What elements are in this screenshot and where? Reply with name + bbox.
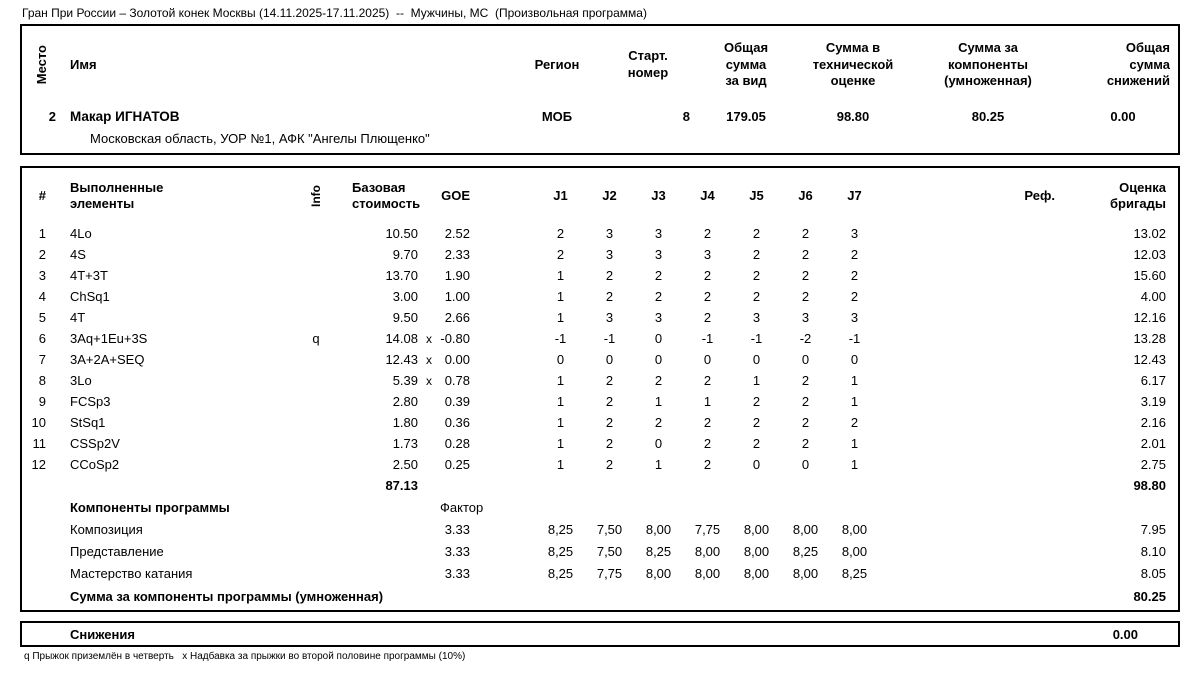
skater-club: Московская область, УОР №1, АФК "Ангелы Плющенко" [90, 131, 430, 146]
element-name: 4T+3T [70, 268, 108, 284]
element-panel-score: 2.16 [1140, 415, 1166, 431]
col-header-judge-1: J1 [553, 187, 568, 203]
components-total-row [22, 585, 1178, 609]
element-info-flag: q [312, 331, 320, 347]
judge-score-j5: 1 [752, 373, 761, 389]
panel-score-total: 98.80 [1133, 478, 1166, 494]
judge-score-j7: 3 [850, 226, 859, 242]
element-row [22, 245, 1178, 266]
components-total-label: Сумма за компоненты программы (умноженная) [70, 588, 384, 604]
element-name: FCSp3 [70, 394, 111, 410]
element-name: StSq1 [70, 415, 106, 431]
judge-score-j7: 1 [850, 436, 859, 452]
component-judge-score-j7: 8,00 [841, 543, 868, 559]
second-half-x-marker: x [426, 353, 432, 367]
judge-score-j7: 1 [850, 373, 859, 389]
judge-score-j4: 2 [703, 457, 712, 473]
component-row [22, 519, 1178, 541]
element-name: 4Lo [70, 226, 92, 242]
col-header-info: Info [308, 185, 323, 207]
element-number: 9 [38, 394, 46, 410]
judge-score-j1: 1 [556, 436, 565, 452]
element-goe: 0.36 [444, 415, 470, 431]
element-goe: 0.00 [444, 352, 470, 368]
judge-score-j1: 1 [556, 310, 565, 326]
judge-score-j6: 2 [801, 268, 810, 284]
detail-header-row [22, 168, 1178, 224]
element-base-value: 12.43 [385, 352, 418, 368]
judge-score-j6: 2 [801, 373, 810, 389]
judge-score-j4: -1 [701, 331, 714, 347]
judge-score-j2: 3 [605, 310, 614, 326]
judge-score-j5: 2 [752, 226, 761, 242]
judge-score-j5: 0 [752, 352, 761, 368]
element-number: 10 [31, 415, 46, 431]
judge-score-j5: 2 [752, 394, 761, 410]
element-number: 6 [38, 331, 46, 347]
judge-score-j3: 2 [654, 373, 663, 389]
judge-score-j3: 2 [654, 415, 663, 431]
judge-score-j3: 3 [654, 247, 663, 263]
judge-score-j7: 0 [850, 352, 859, 368]
element-goe: 2.52 [444, 226, 470, 242]
element-panel-score: 6.17 [1140, 373, 1166, 389]
col-header-judge-4: J4 [700, 187, 715, 203]
judge-score-j4: 2 [703, 289, 712, 305]
col-header-place: Место [33, 45, 49, 85]
component-name: Мастерство катания [70, 565, 193, 581]
element-name: 4T [70, 310, 86, 326]
judge-score-j2: 0 [605, 352, 614, 368]
element-number: 2 [38, 247, 46, 263]
col-header-judge-6: J6 [798, 187, 813, 203]
judge-score-j3: 1 [654, 394, 663, 410]
element-base-value: 1.73 [392, 436, 418, 452]
judge-score-j3: 1 [654, 457, 663, 473]
judge-score-j5: 2 [752, 268, 761, 284]
judge-score-j1: 1 [556, 394, 565, 410]
element-base-value: 2.80 [392, 394, 418, 410]
judge-score-j4: 2 [703, 436, 712, 452]
element-row [22, 350, 1178, 371]
component-judge-score-j6: 8,00 [792, 565, 819, 581]
judge-score-j7: 1 [850, 394, 859, 410]
judge-score-j2: 2 [605, 415, 614, 431]
col-header-start-number: Старт. номер [627, 48, 669, 80]
component-judge-score-j1: 8,25 [547, 543, 574, 559]
segment-score-value: 179.05 [726, 108, 766, 124]
judge-score-j2: 2 [605, 289, 614, 305]
col-header-technical-score: Сумма в технической оценке [812, 39, 894, 89]
judge-score-j6: 3 [801, 310, 810, 326]
judge-score-j4: 2 [703, 415, 712, 431]
judge-score-j5: -1 [750, 331, 763, 347]
element-base-value: 9.50 [392, 310, 418, 326]
element-row [22, 434, 1178, 455]
judge-score-j4: 2 [703, 310, 712, 326]
judge-score-j6: 0 [801, 457, 810, 473]
element-row [22, 413, 1178, 434]
judge-score-j2: -1 [603, 331, 616, 347]
element-panel-score: 4.00 [1140, 289, 1166, 305]
judge-score-j1: 0 [556, 352, 565, 368]
judge-score-j2: 2 [605, 394, 614, 410]
judge-score-j4: 2 [703, 226, 712, 242]
judge-score-j2: 2 [605, 373, 614, 389]
judge-score-j5: 2 [752, 247, 761, 263]
judge-score-j3: 0 [654, 352, 663, 368]
element-goe: 0.25 [444, 457, 470, 473]
col-header-base-value: Базовая стоимость [352, 179, 421, 211]
element-number: 5 [38, 310, 46, 326]
judge-score-j1: 1 [556, 457, 565, 473]
deductions-box [20, 621, 1180, 647]
factor-label: Фактор [440, 499, 484, 515]
judge-score-j1: -1 [554, 331, 567, 347]
judge-score-j2: 3 [605, 247, 614, 263]
judge-score-j3: 0 [654, 436, 663, 452]
component-factor: 3.33 [444, 521, 470, 537]
deductions-value: 0.00 [1110, 108, 1136, 124]
component-row [22, 563, 1178, 585]
component-judge-score-j4: 7,75 [694, 521, 721, 537]
element-name: 4S [70, 247, 86, 263]
element-panel-score: 13.02 [1133, 226, 1166, 242]
col-header-judge-3: J3 [651, 187, 666, 203]
element-base-value: 10.50 [385, 226, 418, 242]
judge-score-j6: 2 [801, 226, 810, 242]
col-header-segment-score: Общая сумма за вид [723, 39, 769, 89]
judge-score-j4: 2 [703, 373, 712, 389]
component-name: Композиция [70, 521, 143, 537]
component-judge-score-j5: 8,00 [743, 543, 770, 559]
judges-detail-box [20, 166, 1180, 612]
component-judge-score-j6: 8,25 [792, 543, 819, 559]
second-half-x-marker: x [426, 374, 432, 388]
base-value-total: 87.13 [385, 478, 418, 494]
components-score-value: 80.25 [971, 108, 1005, 124]
region-value: МОБ [541, 108, 573, 124]
place-value: 2 [48, 108, 56, 124]
component-judge-score-j3: 8,25 [645, 543, 672, 559]
judge-score-j5: 2 [752, 289, 761, 305]
judge-score-j6: 2 [801, 436, 810, 452]
judge-score-j7: 2 [850, 268, 859, 284]
judge-score-j3: 2 [654, 268, 663, 284]
col-header-judge-2: J2 [602, 187, 617, 203]
skater-result-row [22, 104, 1178, 128]
skater-summary-box [20, 24, 1180, 155]
element-row [22, 266, 1178, 287]
element-name: 3A+2A+SEQ [70, 352, 145, 368]
executed-elements-rows [22, 224, 1178, 476]
component-judge-score-j1: 8,25 [547, 521, 574, 537]
element-row [22, 308, 1178, 329]
element-row [22, 329, 1178, 350]
judge-score-j6: 2 [801, 415, 810, 431]
element-panel-score: 12.43 [1133, 352, 1166, 368]
component-judge-score-j3: 8,00 [645, 521, 672, 537]
judge-score-j7: 3 [850, 310, 859, 326]
element-panel-score: 12.16 [1133, 310, 1166, 326]
element-panel-score: 13.28 [1133, 331, 1166, 347]
col-header-region: Регион [534, 56, 580, 72]
deductions-label: Снижения [70, 626, 135, 642]
skater-name: Макар ИГНАТОВ [70, 108, 180, 124]
component-judge-score-j4: 8,00 [694, 565, 721, 581]
judge-score-j6: 0 [801, 352, 810, 368]
judge-score-j5: 2 [752, 415, 761, 431]
component-judge-score-j2: 7,50 [596, 521, 623, 537]
element-number: 8 [38, 373, 46, 389]
element-goe: 1.90 [444, 268, 470, 284]
judge-score-j4: 2 [703, 268, 712, 284]
element-number: 3 [38, 268, 46, 284]
element-panel-score: 15.60 [1133, 268, 1166, 284]
technical-score-value: 98.80 [836, 108, 870, 124]
col-header-name: Имя [70, 56, 97, 72]
judge-score-j2: 2 [605, 457, 614, 473]
judge-score-j7: 2 [850, 415, 859, 431]
judge-score-j6: 2 [801, 289, 810, 305]
element-base-value: 2.50 [392, 457, 418, 473]
element-base-value: 1.80 [392, 415, 418, 431]
event-title: Гран При России – Золотой конек Москвы (14.11.2025-17.11.2025) -- Мужчины, МС (Произвольная программа) [22, 6, 647, 20]
judge-score-j1: 2 [556, 247, 565, 263]
judge-score-j3: 2 [654, 289, 663, 305]
judge-score-j7: -1 [848, 331, 861, 347]
element-base-value: 13.70 [385, 268, 418, 284]
component-judge-score-j2: 7,50 [596, 543, 623, 559]
component-judge-score-j6: 8,00 [792, 521, 819, 537]
element-goe: -0.80 [440, 331, 470, 347]
element-name: CCoSp2 [70, 457, 120, 473]
judge-score-j7: 2 [850, 289, 859, 305]
element-goe: 0.78 [444, 373, 470, 389]
judge-score-j5: 2 [752, 436, 761, 452]
component-row [22, 541, 1178, 563]
element-panel-score: 12.03 [1133, 247, 1166, 263]
judge-score-j4: 3 [703, 247, 712, 263]
element-row [22, 455, 1178, 476]
element-name: 3Lo [70, 373, 92, 389]
judge-score-j3: 3 [654, 310, 663, 326]
element-panel-score: 2.01 [1140, 436, 1166, 452]
element-number: 1 [38, 226, 46, 242]
element-goe: 0.28 [444, 436, 470, 452]
element-row [22, 287, 1178, 308]
element-number: 11 [32, 436, 46, 452]
judge-score-j5: 3 [752, 310, 761, 326]
component-judge-score-j1: 8,25 [547, 565, 574, 581]
judge-score-j1: 1 [556, 373, 565, 389]
components-total-value: 80.25 [1133, 588, 1166, 604]
col-header-referee: Реф. [1024, 187, 1055, 203]
judge-score-j3: 0 [654, 331, 663, 347]
judge-score-j1: 1 [556, 268, 565, 284]
judge-score-j7: 1 [850, 457, 859, 473]
judge-score-j1: 2 [556, 226, 565, 242]
judge-score-j3: 3 [654, 226, 663, 242]
element-base-value: 3.00 [392, 289, 418, 305]
element-goe: 0.39 [444, 394, 470, 410]
judge-score-j6: -2 [799, 331, 812, 347]
element-base-value: 9.70 [392, 247, 418, 263]
element-name: CSSp2V [70, 436, 120, 452]
deductions-total-value: 0.00 [1112, 626, 1138, 642]
component-judge-score-j5: 8,00 [743, 521, 770, 537]
judge-score-j2: 3 [605, 226, 614, 242]
col-header-judge-7: J7 [847, 187, 862, 203]
component-judge-score-j3: 8,00 [645, 565, 672, 581]
judge-score-j5: 0 [752, 457, 761, 473]
program-components-rows [22, 519, 1178, 585]
component-judge-score-j7: 8,25 [841, 565, 868, 581]
judge-score-j6: 2 [801, 247, 810, 263]
component-factor: 3.33 [444, 565, 470, 581]
judge-score-j4: 1 [703, 394, 712, 410]
element-row [22, 392, 1178, 413]
element-goe: 1.00 [444, 289, 470, 305]
judge-score-j2: 2 [605, 268, 614, 284]
component-factor: 3.33 [444, 543, 470, 559]
element-name: 3Aq+1Eu+3S [70, 331, 148, 347]
col-header-deductions: Общая сумма снижений [1106, 39, 1170, 89]
judge-score-j1: 1 [556, 415, 565, 431]
judge-score-j1: 1 [556, 289, 565, 305]
element-panel-score: 3.19 [1140, 394, 1166, 410]
element-number: 4 [38, 289, 46, 305]
col-header-number: # [38, 187, 46, 203]
second-half-x-marker: x [426, 332, 432, 346]
footnote: q Прыжок приземлён в четверть x Надбавка за прыжки во второй половине программы (10%) [24, 651, 466, 662]
component-judge-score-j7: 8,00 [841, 521, 868, 537]
element-name: ChSq1 [70, 289, 110, 305]
col-header-elements: Выполненные элементы [70, 179, 164, 211]
component-judge-score-j4: 8,00 [694, 543, 721, 559]
col-header-panel-score: Оценка бригады [1110, 179, 1166, 211]
element-base-value: 5.39 [392, 373, 418, 389]
judge-score-j2: 2 [605, 436, 614, 452]
component-judge-score-j2: 7,75 [596, 565, 623, 581]
component-panel-score: 7.95 [1140, 521, 1166, 537]
component-panel-score: 8.05 [1140, 565, 1166, 581]
start-number-value: 8 [682, 108, 690, 124]
judge-score-j6: 2 [801, 394, 810, 410]
components-section-label: Компоненты программы [70, 499, 230, 515]
component-name: Представление [70, 543, 164, 559]
element-base-value: 14.08 [385, 331, 418, 347]
components-header-row [22, 497, 1178, 519]
element-number: 12 [31, 457, 46, 473]
summary-header-row [22, 26, 1178, 104]
col-header-goe: GOE [441, 187, 470, 203]
element-goe: 2.66 [444, 310, 470, 326]
col-header-components-score: Сумма за компоненты (умноженная) [944, 39, 1032, 89]
component-panel-score: 8.10 [1140, 543, 1166, 559]
element-panel-score: 2.75 [1140, 457, 1166, 473]
element-row [22, 371, 1178, 392]
element-goe: 2.33 [444, 247, 470, 263]
component-judge-score-j5: 8,00 [743, 565, 770, 581]
totals-row [22, 476, 1178, 497]
element-row [22, 224, 1178, 245]
judge-score-j7: 2 [850, 247, 859, 263]
judge-score-j4: 0 [703, 352, 712, 368]
element-number: 7 [38, 352, 46, 368]
col-header-judge-5: J5 [749, 187, 764, 203]
